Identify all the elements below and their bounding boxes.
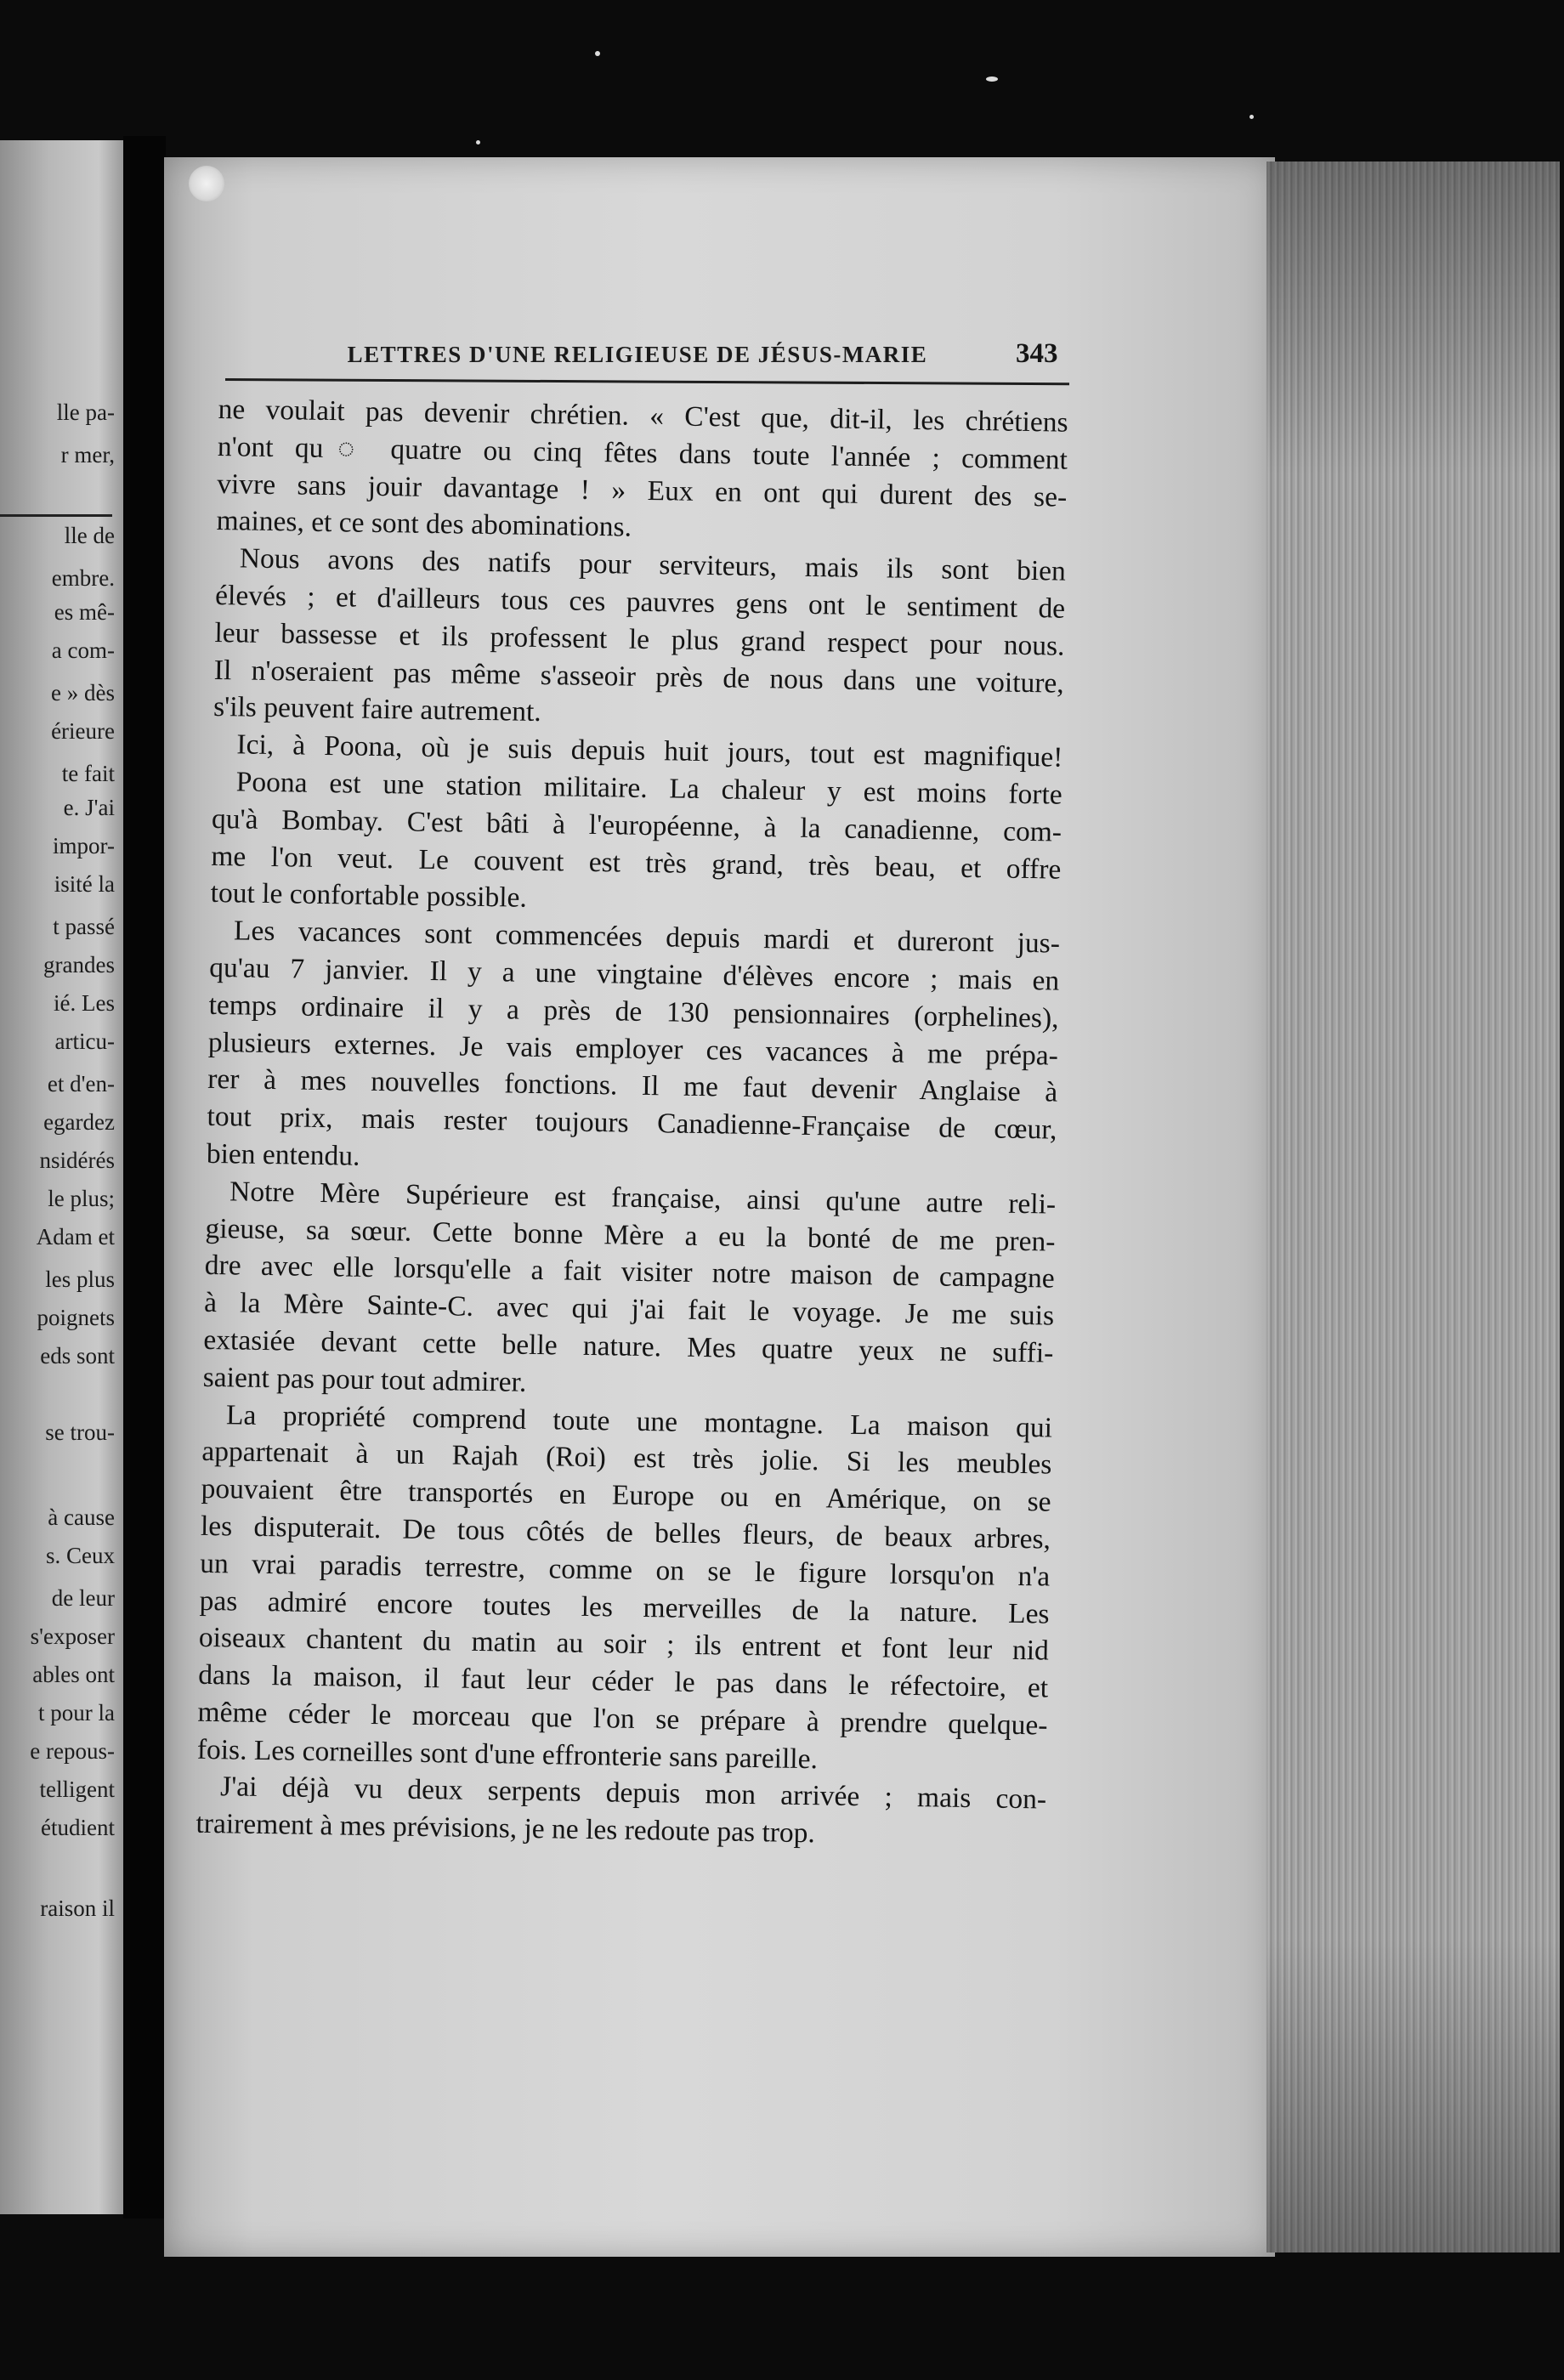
left-text-fragment: isité la [54,871,115,897]
text-line: trairement à mes prévisions, je ne les redoute pas trop. [196,1808,816,1850]
left-facing-page [0,140,123,2214]
text-line: à la Mère Sainte-C. avec qui j'ai fait le voyage. Je me suis [203,1286,1055,1332]
left-text-fragment: t pour la [38,1700,115,1726]
text-line: dre avec elle lorsqu'elle a fait visiter notre maison de campagne [204,1250,1056,1295]
running-head: LETTRES D'UNE RELIGIEUSE DE JÉSUS-MARIE [347,342,928,367]
text-line: Les vacances sont commencées depuis mardi et dureront jus- [233,915,1061,960]
left-text-fragment: eds sont [40,1343,115,1368]
dust-speck [986,76,998,82]
text-line: fois. Les corneilles sont d'une effronterie sans pareille. [196,1733,819,1775]
left-text-fragment: t passé [53,914,115,939]
text-line: oiseaux chantent du matin au soir ; ils entrent et font leur nid [198,1622,1050,1667]
left-text-fragment: ables ont [32,1662,115,1687]
text-line: saient pas pour tout admirer. [202,1361,527,1398]
left-text-fragment: lle pa- [56,400,115,425]
left-text-fragment: embre. [51,565,115,591]
left-text-fragment: le plus; [48,1186,115,1211]
text-line: s'ils peuvent faire autrement. [212,691,541,728]
left-page-head-rule [0,514,112,517]
book-gutter [123,136,166,2218]
left-text-fragment: se trou- [45,1420,115,1445]
left-text-fragment: nsidérés [39,1148,115,1173]
text-line: un vrai paradis terrestre, comme on se le figure lorsqu'on n'a [200,1547,1051,1593]
text-line: Poona est une station militaire. La chaleur y est moins forte [235,766,1062,811]
left-text-fragment: lle de [64,523,115,548]
text-line: J'ai déjà vu deux serpents depuis mon arrivée ; mais con- [219,1771,1047,1816]
text-line: tout prix, mais rester toujours Canadienne-Française de cœur, [207,1101,1057,1146]
text-line: bien entendu. [206,1137,360,1172]
text-line: extasiée devant cette belle nature. Mes quatre yeux ne suffi- [203,1323,1054,1369]
text-line: La propriété comprend toute une montagne. La maison qui [225,1398,1053,1444]
left-text-fragment: e repous- [30,1738,115,1764]
page-edges-shade [1266,162,1560,2252]
text-line: me l'on veut. Le couvent est très grand, très beau, et offre [211,840,1062,886]
left-text-fragment: a com- [51,638,115,663]
text-line: élevés ; et d'ailleurs tous ces pauvres gens ont le sentiment de [214,579,1066,625]
text-line: pas admiré encore toutes les merveilles de la nature. Les [199,1584,1050,1630]
left-text-fragment: grandes [43,952,115,978]
text-line: dans la maison, il faut leur céder le pas dans le réfectoire, et [197,1658,1049,1704]
dust-speck [1250,115,1254,119]
left-text-fragment: s. Ceux [46,1543,115,1568]
page-number: 343 [1016,338,1058,369]
left-text-fragment: les plus [45,1266,115,1292]
text-line: qu'au 7 janvier. Il y a une vingtaine d'élèves encore ; mais en [209,951,1060,997]
left-text-fragment: e » dès [51,680,115,706]
body-text [196,391,1068,1856]
text-line: les disputerait. De tous côtés de belles fleurs, de beaux arbres, [200,1510,1051,1556]
left-text-fragment: impor- [53,833,115,858]
text-line: ne voulait pas devenir chrétien. « C'est que, dit-il, les chrétiens [218,393,1068,439]
dust-speck [476,140,480,144]
left-text-fragment: s'exposer [30,1624,115,1649]
text-line: n'ont qu◌ quatre ou cinq fêtes dans toute l'année ; comment [217,430,1068,476]
text-line: même céder le morceau que l'on se prépare à prendre quelque- [197,1696,1048,1742]
left-text-fragment: te fait [61,761,115,786]
text-line: leur bassesse et ils professent le plus grand respect pour nous. [214,616,1065,662]
left-text-fragment: étudient [41,1815,115,1840]
left-text-fragment: r mer, [60,442,115,468]
left-text-fragment: érieure [51,718,115,744]
left-text-fragment: poignets [37,1305,115,1330]
text-line: Ici, à Poona, où je suis depuis huit jours, tout est magnifique! [236,728,1063,774]
left-text-fragment: raison il [40,1896,115,1921]
text-line: rer à mes nouvelles fonctions. Il me faut devenir Anglaise à [207,1063,1058,1108]
left-text-fragment: e. J'ai [63,795,115,820]
left-text-fragment: egardez [43,1109,115,1135]
text-line: plusieurs externes. Je vais employer ces vacances à me prépa- [207,1026,1059,1072]
text-line: temps ordinaire il y a près de 130 pensionnaires (orphelines), [208,989,1059,1034]
dust-speck [595,51,600,56]
text-line: pouvaient être transportés en Europe ou en Amérique, on se [201,1472,1051,1518]
left-text-fragment: Adam et [36,1224,115,1250]
text-line: Notre Mère Supérieure est française, ainsi qu'une autre reli- [229,1176,1057,1221]
left-text-fragment: telligent [39,1776,115,1802]
left-text-fragment: et d'en- [47,1071,115,1096]
text-line: vivre sans jouir davantage ! » Eux en ont qui durent des se- [216,468,1068,513]
left-text-fragment: ié. Les [54,990,115,1016]
left-text-fragment: de leur [51,1585,115,1611]
page-hole-mark [189,166,224,201]
left-text-fragment: à cause [48,1504,115,1530]
left-text-fragment: articu- [54,1028,115,1054]
text-line: qu'à Bombay. C'est bâti à l'européenne, à la canadienne, com- [211,802,1062,848]
text-line: maines, et ce sont des abominations. [216,505,632,544]
text-line: Il n'oseraient pas même s'asseoir près de nous dans une voiture, [213,654,1065,700]
text-line: Nous avons des natifs pour serviteurs, mais ils sont bien [239,542,1067,587]
text-line: tout le confortable possible. [210,877,528,915]
text-line: appartenait à un Rajah (Roi) est très jolie. Si les meubles [201,1436,1052,1481]
left-text-fragment: es mê- [54,599,115,625]
text-line: gieuse, sa sœur. Cette bonne Mère a eu la bonté de me pren- [205,1212,1056,1258]
